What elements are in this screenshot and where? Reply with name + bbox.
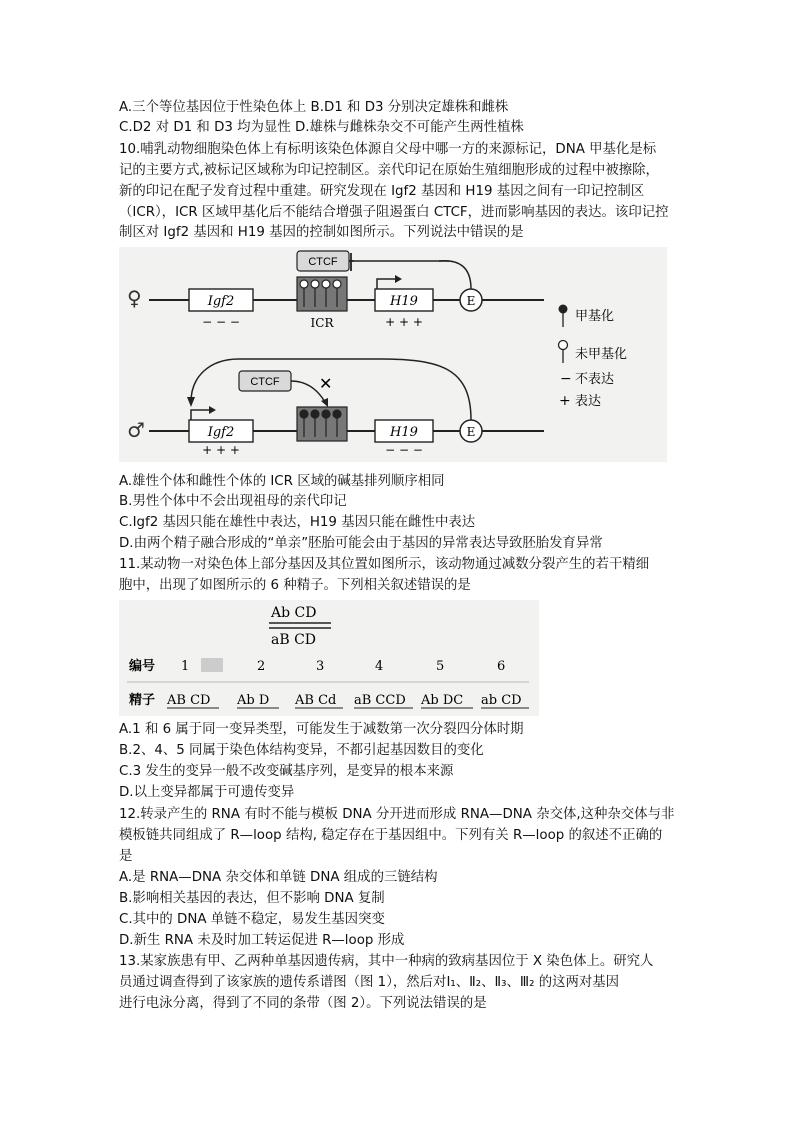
legend-methylated-label: 甲基化: [575, 309, 615, 324]
q12-option-d: D.新生 RNA 未及时加工转运促进 R—loop 形成: [119, 933, 405, 948]
q13-stem-line2: 员通过调查得到了该家族的遗传系谱图（图 1），然后对Ⅰ₁、Ⅱ₂、Ⅱ₃、Ⅲ₂ 的这两对基因: [119, 975, 620, 990]
legend-expressed-label: 表达: [575, 394, 602, 409]
legend-unmethylated-marker: [559, 341, 568, 350]
female-enhancer-arc: [439, 261, 471, 289]
sperm-genotypes: [166, 693, 529, 708]
legend-unmethylated-label: 未甲基化: [575, 347, 628, 362]
male-h19-label: H19: [390, 425, 418, 440]
male-symbol: ♂: [127, 418, 145, 442]
q11-option-d: D.以上变异都属于可遗传变异: [119, 785, 295, 800]
sperm-2: Ab D: [237, 693, 270, 708]
sperm-3: AB Cd: [295, 693, 337, 708]
sperm-1: AB CD: [167, 693, 211, 708]
imprinting-diagram: [119, 247, 667, 462]
q12-option-a: A.是 RNA—DNA 杂交体和单链 DNA 组成的三链结构: [119, 870, 438, 885]
sperm-number-6: 6: [497, 659, 506, 674]
female-enhancer-label: E: [466, 294, 476, 308]
q12-option-b: B.影响相关基因的表达，但不影响 DNA 复制: [119, 891, 385, 906]
male-enhancer-label: E: [466, 425, 476, 439]
sperm-number-5: 5: [436, 659, 445, 674]
female-h19-promoter-arrow: [377, 279, 395, 289]
q13-stem-line3: 进行电泳分离，得到了不同的条带（图 2）。下列说法错误的是: [119, 996, 487, 1011]
sperm-number-3: 3: [316, 659, 325, 674]
female-symbol: ♀: [127, 286, 142, 310]
q13-stem-line1: 13.某家族患有甲、乙两种单基因遗传病，其中一种病的致病基因位于 X 染色体上。研究人: [119, 954, 654, 969]
q10-option-d: D.由两个精子融合形成的“单亲”胚胎可能会由于基因的异常表达导致胚胎发育异常: [119, 536, 603, 551]
legend-minus-symbol: −: [560, 371, 572, 387]
q10-option-b: B.男性个体中不会出现祖母的亲代印记: [119, 494, 347, 509]
female-h19-label: H19: [390, 294, 418, 309]
q12-stem-line2: 模板链共同组成了 R—loop 结构, 稳定存在于基因组中。下列有关 R—loop 的叙述不正确的: [119, 828, 663, 843]
imprinting-diagram-svg: [119, 247, 667, 462]
female-igf2-expression: − − −: [202, 315, 240, 329]
q11-option-c: C.3 发生的变异一般不改变碱基序列，是变异的根本来源: [119, 764, 454, 779]
sperm-4: aB CCD: [354, 693, 406, 708]
q12-stem-line1: 12.转录产生的 RNA 有时不能与模板 DNA 分开进而形成 RNA—DNA 杂交体,这种杂交体与非: [119, 807, 675, 822]
sperm-number-4: 4: [375, 659, 384, 674]
legend-not-expressed-label: 不表达: [575, 372, 615, 387]
sperm-number-2: 2: [257, 659, 266, 674]
female-igf2-label: Igf2: [207, 294, 235, 309]
q11-stem-line2: 胞中，出现了如图所示的 6 种精子。下列相关叙述错误的是: [119, 578, 471, 593]
male-h19-expression: − − −: [385, 443, 423, 457]
q10-stem-line2: 记的主要方式,被标记区域称为印记控制区。亲代印记在原始生殖细胞形成的过程中被擦除，: [119, 163, 659, 178]
sperm-diagram-svg: [119, 600, 539, 716]
male-igf2-expression: + + +: [202, 443, 240, 457]
female-ctcf-label: CTCF: [308, 256, 338, 268]
q11-stem-line1: 11.某动物一对染色体上部分基因及其位置如图所示，该动物通过减数分裂产生的若干精细: [119, 557, 650, 572]
number-row-label: 编号: [129, 659, 156, 674]
q10-stem-line4: （ICR），ICR 区域甲基化后不能结合增强子阻遏蛋白 CTCF，进而影响基因的表达。该印记控: [119, 205, 669, 220]
q9-option-ab: A.三个等位基因位于性染色体上 B.D1 和 D3 分别决定雄株和雌株: [119, 100, 509, 115]
chromosome-top-genes: Ab CD: [271, 605, 317, 621]
male-igf2-promoter-arrow: [191, 410, 209, 420]
sperm-diagram: [119, 600, 539, 716]
q10-stem-line1: 10.哺乳动物细胞染色体上有标明该染色体源自父母中哪一方的来源标记，DNA 甲基化是标: [119, 142, 657, 157]
male-ctcf-blocked-mark: ✕: [319, 374, 333, 393]
q11-option-a: A.1 和 6 属于同一变异类型，可能发生于减数第一次分裂四分体时期: [119, 722, 524, 737]
sperm-row-label: 精子: [129, 693, 156, 708]
q12-option-c: C.其中的 DNA 单链不稳定，易发生基因突变: [119, 912, 385, 927]
smudge: [201, 658, 223, 672]
female-icr-label: ICR: [310, 316, 334, 330]
q12-stem-line3: 是: [119, 849, 133, 864]
sperm-5: Ab DC: [421, 693, 464, 708]
female-h19-expression: + + +: [385, 315, 423, 329]
male-ctcf-label: CTCF: [250, 376, 280, 388]
legend-plus-symbol: +: [559, 393, 571, 409]
q11-option-b: B.2、4、5 同属于染色体结构变异，不都引起基因数目的变化: [119, 743, 484, 758]
legend: [559, 305, 628, 410]
sperm-number-1: 1: [181, 659, 190, 674]
chromosome-bottom-genes: aB CD: [271, 632, 317, 648]
q10-option-c: C.Igf2 基因只能在雄性中表达，H19 基因只能在雌性中表达: [119, 515, 476, 530]
q10-stem-line3: 新的印记在配子发育过程中重建。研究发现在 Igf2 基因和 H19 基因之间有一印记控制区: [119, 184, 645, 199]
sperm-6: ab CD: [481, 693, 522, 708]
male-igf2-label: Igf2: [207, 425, 235, 440]
q10-option-a: A.雄性个体和雌性个体的 ICR 区域的碱基排列顺序相同: [119, 474, 445, 489]
legend-methylated-marker: [559, 305, 568, 314]
q9-option-cd: C.D2 对 D1 和 D3 均为显性 D.雄株与雌株杂交不可能产生两性植株: [119, 120, 524, 135]
q10-stem-line5: 制区对 Igf2 基因和 H19 基因的控制如图所示。下列说法中错误的是: [119, 225, 524, 240]
